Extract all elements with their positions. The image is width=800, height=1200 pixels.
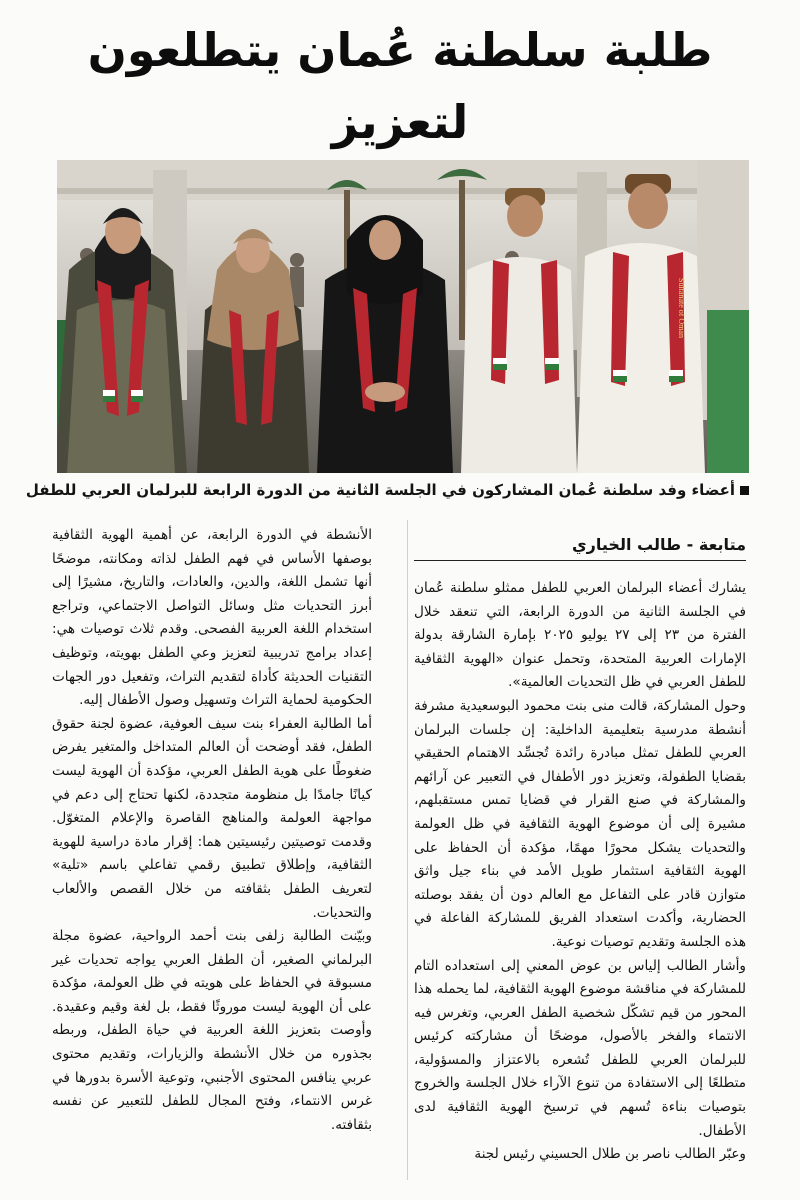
paragraph: الأنشطة في الدورة الرابعة، عن أهمية الهوية الثقافية بوصفها الأساس في فهم الطفل لذاته ومكانته، موضحًا أنها تشمل اللغة، والدين، والعادات، والتاريخ، مشيرًا إلى أبرز التحديات مثل وسائل التواصل الاجتماعي، وتراجع استخدام اللغة العربية الفصحى. وقدم ثلاث توصيات هي: إعداد برامج تدريبية لتعزيز وعي الطفل بهويته، وتوظيف التقنيات الحديثة كأداة لتقديم التراث، وتفعيل دور الجهات الحكومية لحماية التراث وتسهيل وصول الأطفال إليه.	[52, 527, 372, 709]
headline-line-1: طلبة سلطنة عُمان يتطلعون لتعزيز	[87, 23, 713, 149]
caption-text: أعضاء وفد سلطنة عُمان المشاركون في الجلسة الثانية من الدورة الرابعة للبرلمان العربي للطفل	[25, 481, 735, 499]
column-divider	[407, 520, 408, 1180]
paragraph: وعبّر الطالب ناصر بن طلال الحسيني رئيس لجنة	[474, 1146, 746, 1163]
caption-square-icon	[740, 486, 749, 495]
paragraph: وحول المشاركة، قالت منى بنت محمود البوسعيدية مشرفة أنشطة مدرسية بتعليمية الداخلية: إن جلسات البرلمان العربي للطفل تمثل مبادرة رائدة تُجسِّد الاهتمام الحقيقي بقضايا الطفولة، وتعزيز دور الأطفال في التعبير عن آرائهم والمشاركة في صنع القرار في قضايا تمس مستقبلهم، مشيرة إلى أن موضوع الهوية الثقافية في ظل العولمة والتحديات يشكل محورًا مهمًا، مؤكدة أن الحفاظ على الهوية الثقافية استثمار طويل الأمد في بناء جيل واثق متوازن قادر على التفاعل مع العالم دون أن يفقد بوصلته الحضارية، وأكدت استعداد الفريق للمشاركة الفاعلة في هذه الجلسة وتقديم توصيات نوعية.	[414, 697, 746, 950]
article-column-left	[52, 524, 372, 1137]
sash-text: Sultanate of Oman	[677, 278, 686, 338]
photo-caption	[25, 479, 749, 501]
article-column-right	[414, 577, 746, 1167]
delegation-photo	[57, 160, 749, 473]
paragraph: يشارك أعضاء البرلمان العربي للطفل ممثلو سلطنة عُمان في الجلسة الثانية من الدورة الرابعة، التي تنعقد خلال الفترة من ٢٣ إلى ٢٧ يوليو ٢٠٢٥ بإمارة الشارقة بدولة الإمارات العربية المتحدة، وتحمل عنوان «الهوية الثقافية للطفل العربي في ظل التحديات العالمية».	[414, 580, 746, 691]
paragraph: أما الطالبة العفراء بنت سيف العوفية، عضوة لجنة حقوق الطفل، فقد أوضحت أن العالم المتداخل والمتغير يفرض ضغوطًا على هوية الطفل العربي، مؤكدة أن الهوية ليست كيانًا جامدًا بل منظومة متجددة، لكنها تحتاج إلى دعم في مواجهة العولمة والمناهج القاصرة والإعلام المتغوّل. وقدمت توصيتين رئيسيتين هما: إقرار مادة دراسية للهوية الثقافية، وإطلاق تطبيق رقمي تفاعلي باسم «تلية» لتعريف الطفل بثقافته من خلال القصص والألعاب والتحديات.	[52, 715, 372, 921]
paragraph: وأشار الطالب إلياس بن عوض المعني إلى استعداده التام للمشاركة في مناقشة موضوع الهوية الثقافية، لما يحمله هذا المحور من قيم تشكّل شخصية الطفل العربي، وتغرس فيه الانتماء والفخر بالأصول، موضحًا أن مشاركته كرئيس للبرلمان العربي للطفل تُشعره بالاعتزاز والمسؤولية، متطلعًا إلى الاستفادة من تنوع الآراء خلال الجلسة والخروج بتوصيات بناءة تُسهم في ترسيخ الهوية الثقافية لدى الأطفال.	[414, 957, 746, 1139]
page-bottom-edge	[0, 1186, 800, 1200]
paragraph: وبيّنت الطالبة زلفى بنت أحمد الرواحية، عضوة مجلة البرلماني الصغير، أن الطفل العربي يواجه تحديات غير مسبوقة في الحفاظ على هويته في ظل العولمة، مؤكدة على أن الهوية ليست موروثًا فقط، بل لغة وقيم وعقيدة. وأوصت بتعزيز اللغة العربية في حياة الطفل، وربطه بجذوره من خلال الأنشطة والزيارات، وتقديم محتوى عربي ينافس المحتوى الأجنبي، وتوعية الأسرة بدورها في غرس الانتماء، وفتح المجال للطفل للتعبير عن نفسه بثقافته.	[52, 928, 372, 1133]
byline: متابعة - طالب الخياري	[414, 535, 746, 561]
